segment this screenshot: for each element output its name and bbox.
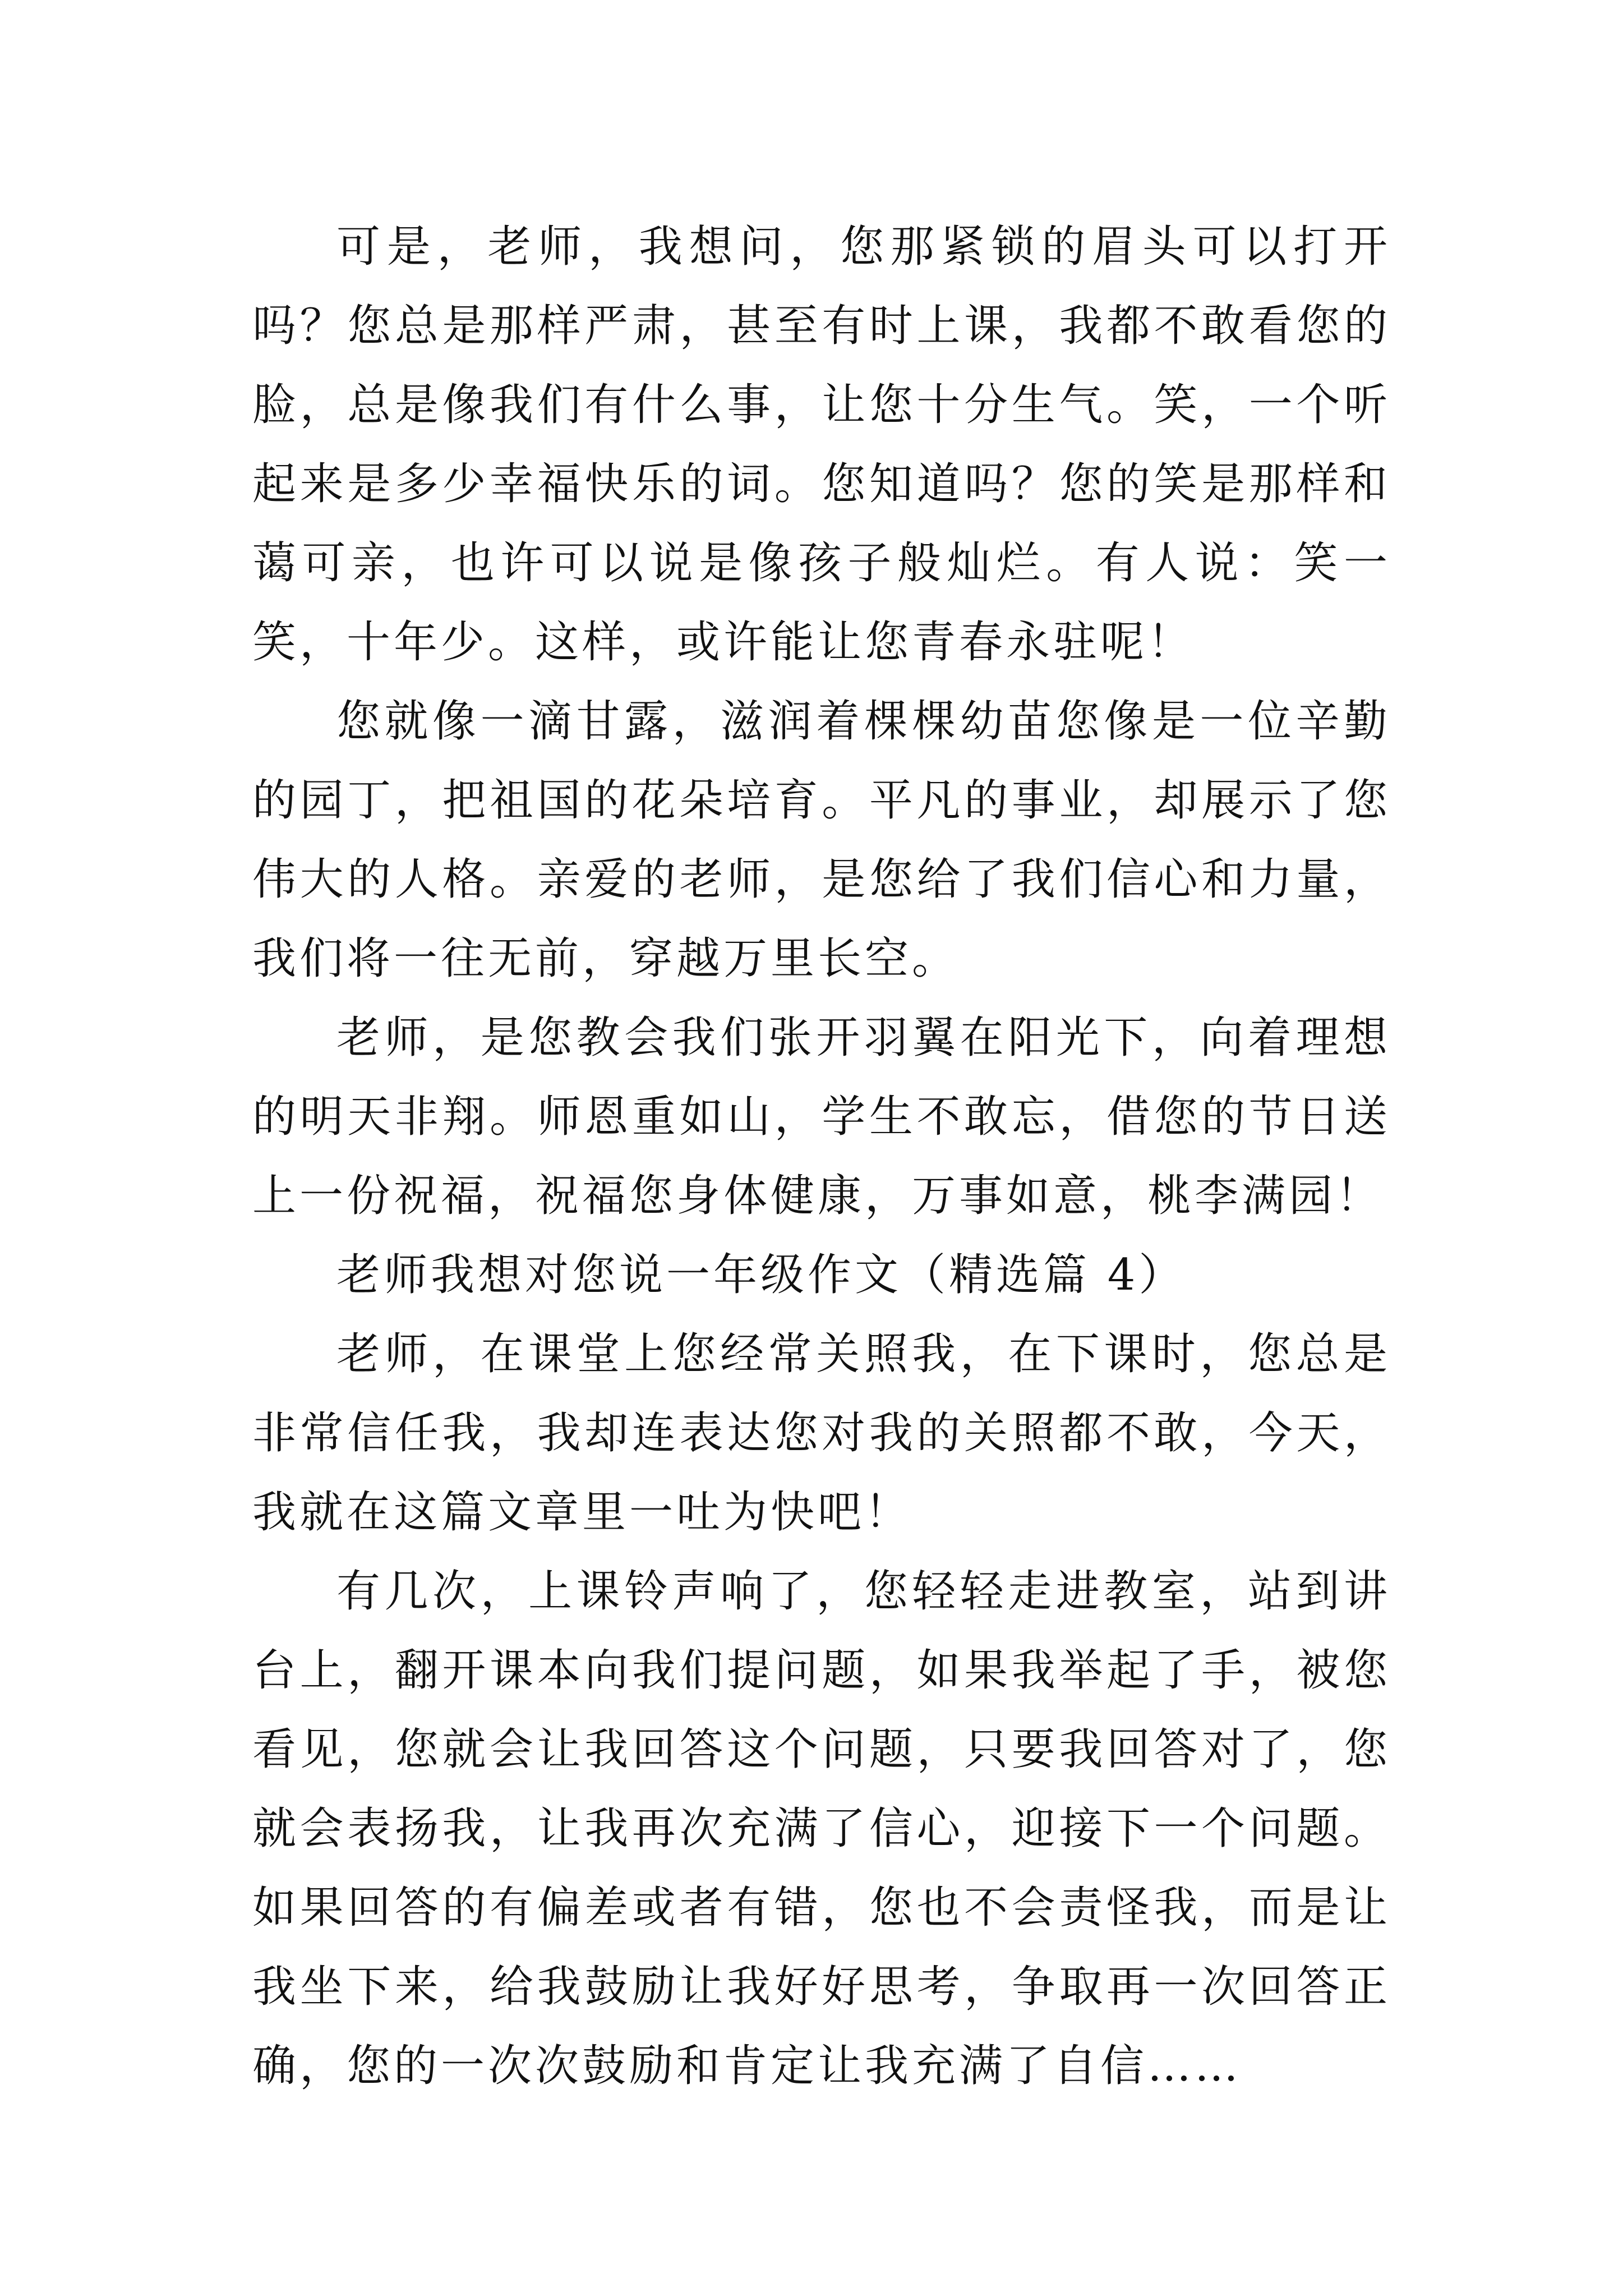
section-title: 老师我想对您说一年级作文（精选篇 4）	[336, 1250, 1186, 1300]
paragraph-smile: 可是，老师，我想问，您那紧锁的眉头可以打开吗？您总是那样严肃，甚至有时上课，我都不敢看您的脸，总是像我们有什么事，让您十分生气。笑，一个听起来是多少幸福快乐的词。您知道吗？您的笑是那样和蔼可亲，也许可以说是像孩子般灿烂。有人说：笑一笑，十年少。这样，或许能让您青春永驻呢！	[252, 222, 1391, 668]
paragraph-classroom: 老师，在课堂上您经常关照我，在下课时，您总是非常信任我，我却连表达您对我的关照都不敢，今天，我就在这篇文章里一吐为快吧！	[252, 1329, 1391, 1538]
paragraph-questions: 有几次，上课铃声响了，您轻轻走进教室，站到讲台上，翻开课本向我们提问题，如果我举起了手，被您看见，您就会让我回答这个问题，只要我回答对了，您就会表扬我，让我再次充满了信心，迎接下一个问题。如果回答的有偏差或者有错，您也不会责怪我，而是让我坐下来，给我鼓励让我好好思考，争取再一次回答正确，您的一次次鼓励和肯定让我充满了自信……	[252, 1566, 1391, 2091]
paragraph-wings: 老师，是您教会我们张开羽翼在阳光下，向着理想的明天非翔。师恩重如山，学生不敢忘，借您的节日送上一份祝福，祝福您身体健康，万事如意，桃李满园！	[252, 1013, 1391, 1221]
document-body	[252, 208, 1391, 2106]
paragraph-dew: 您就像一滴甘露，滋润着棵棵幼苗您像是一位辛勤的园丁，把祖国的花朵培育。平凡的事业，却展示了您伟大的人格。亲爱的老师，是您给了我们信心和力量，我们将一往无前，穿越万里长空。	[252, 696, 1391, 984]
